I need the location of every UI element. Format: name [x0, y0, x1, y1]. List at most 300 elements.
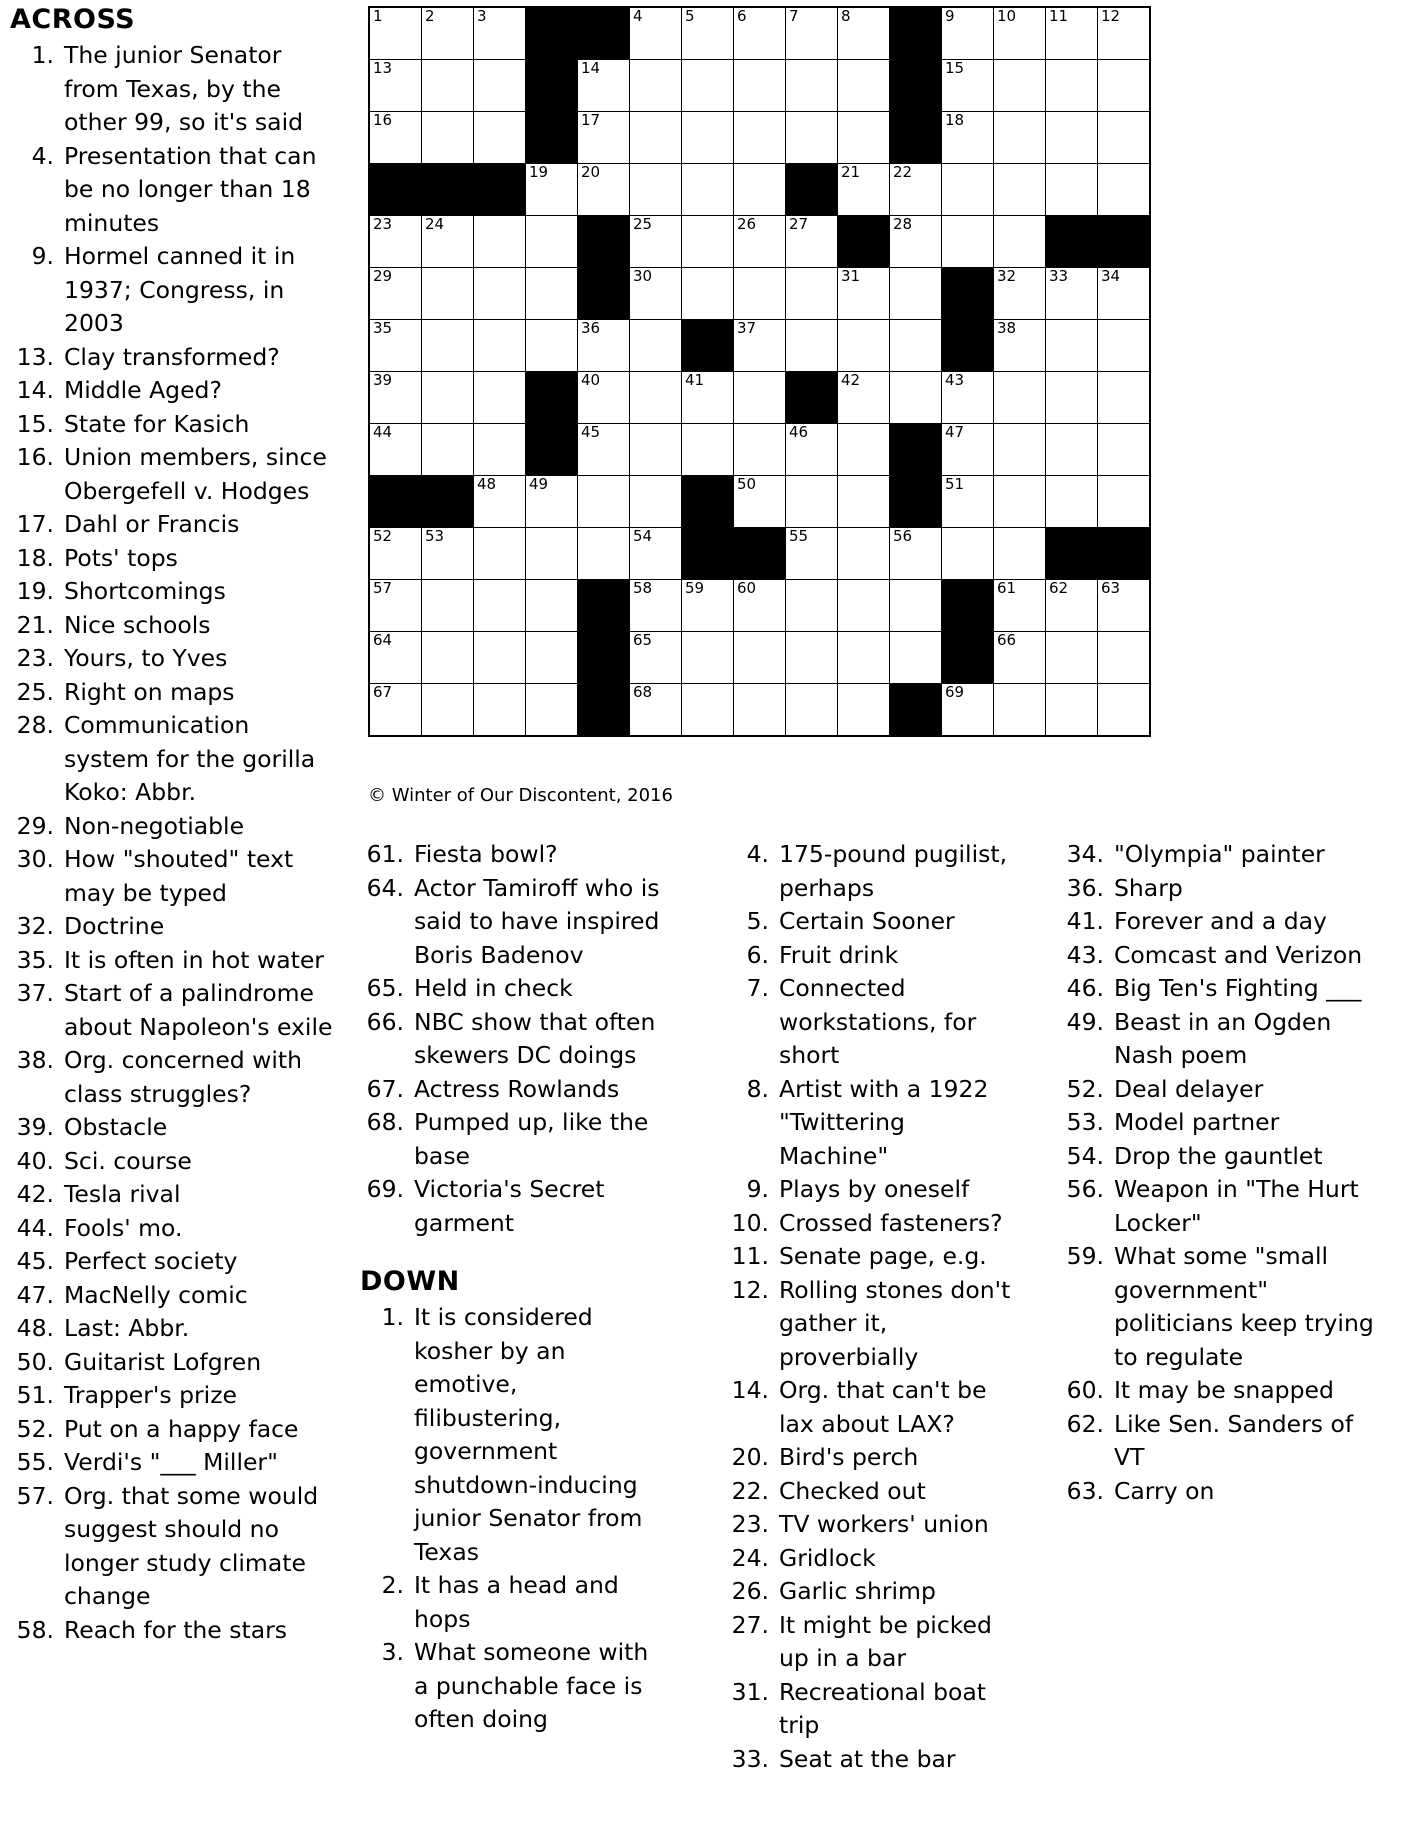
grid-cell[interactable]: [734, 216, 786, 268]
grid-cell[interactable]: [890, 632, 942, 684]
clue-item[interactable]: [725, 1073, 1020, 1174]
grid-cell-number: 59: [685, 579, 705, 597]
across-clue-list-1: [10, 39, 340, 1647]
grid-cell[interactable]: [369, 424, 422, 476]
clue-item[interactable]: [10, 1212, 340, 1246]
clue-item[interactable]: [725, 1441, 1020, 1475]
grid-cell[interactable]: [682, 7, 734, 60]
clue-item[interactable]: [1060, 939, 1390, 973]
down-clue-list-1: [360, 1301, 670, 1737]
grid-cell[interactable]: [422, 112, 474, 164]
clue-text: Clay transformed?: [64, 342, 280, 371]
grid-cell[interactable]: [422, 268, 474, 320]
clue-item[interactable]: [725, 939, 1020, 973]
clue-item[interactable]: [725, 838, 1020, 905]
grid-cell[interactable]: [682, 372, 734, 424]
grid-cell[interactable]: [630, 164, 682, 216]
clue-item[interactable]: [360, 1006, 670, 1073]
clue-item[interactable]: [1060, 972, 1390, 1006]
grid-cell[interactable]: [474, 684, 526, 737]
grid-cell[interactable]: [994, 632, 1046, 684]
grid-cell[interactable]: [1046, 268, 1098, 320]
grid-cell[interactable]: [994, 684, 1046, 737]
clue-item[interactable]: [725, 972, 1020, 1073]
grid-cell[interactable]: [682, 268, 734, 320]
grid-cell[interactable]: [369, 632, 422, 684]
grid-cell[interactable]: [838, 476, 890, 528]
grid-cell[interactable]: [369, 320, 422, 372]
grid-cell[interactable]: [1046, 476, 1098, 528]
clue-item[interactable]: [360, 972, 670, 1006]
grid-cell[interactable]: [526, 632, 578, 684]
clue-item[interactable]: [10, 441, 340, 508]
grid-cell[interactable]: [994, 60, 1046, 112]
grid-cell[interactable]: [630, 7, 682, 60]
clue-item[interactable]: [360, 1173, 670, 1240]
grid-cell[interactable]: [1098, 684, 1151, 737]
grid-cell[interactable]: [734, 268, 786, 320]
clue-number: 55.: [16, 1448, 54, 1476]
grid-cell[interactable]: [786, 268, 838, 320]
grid-cell-number: 41: [685, 371, 705, 389]
grid-cell[interactable]: [1046, 164, 1098, 216]
grid-cell[interactable]: [474, 60, 526, 112]
grid-cell[interactable]: [1098, 7, 1151, 60]
grid-cell[interactable]: [786, 424, 838, 476]
grid-cell[interactable]: [838, 684, 890, 737]
clue-item[interactable]: [10, 575, 340, 609]
grid-cell[interactable]: [786, 632, 838, 684]
grid-cell[interactable]: [474, 372, 526, 424]
grid-cell[interactable]: [994, 268, 1046, 320]
grid-cell[interactable]: [1046, 684, 1098, 737]
clue-item[interactable]: [725, 1575, 1020, 1609]
clue-item[interactable]: [10, 1614, 340, 1648]
grid-cell[interactable]: [942, 528, 994, 580]
grid-block-cell: [578, 684, 630, 737]
grid-cell[interactable]: [474, 7, 526, 60]
grid-cell[interactable]: [630, 632, 682, 684]
grid-cell[interactable]: [942, 476, 994, 528]
clue-item[interactable]: [10, 374, 340, 408]
grid-cell[interactable]: [526, 216, 578, 268]
clue-text: Tesla rival: [64, 1180, 181, 1208]
grid-cell[interactable]: [682, 216, 734, 268]
grid-cell[interactable]: [734, 632, 786, 684]
grid-cell[interactable]: [1098, 372, 1151, 424]
grid-row: [369, 528, 1150, 580]
grid-cell[interactable]: [369, 580, 422, 632]
grid-block-cell: [682, 320, 734, 372]
grid-cell[interactable]: [890, 580, 942, 632]
grid-block-cell: [786, 164, 838, 216]
grid-cell[interactable]: [578, 112, 630, 164]
grid-cell[interactable]: [734, 320, 786, 372]
clue-item[interactable]: [1060, 1374, 1390, 1408]
clue-item[interactable]: [10, 542, 340, 576]
grid-cell-number: 17: [581, 111, 601, 129]
clue-item[interactable]: [10, 1446, 340, 1480]
grid-cell[interactable]: [942, 112, 994, 164]
clue-item[interactable]: [10, 1379, 340, 1413]
grid-cell[interactable]: [422, 216, 474, 268]
grid-cell[interactable]: [369, 60, 422, 112]
clue-item[interactable]: [1060, 1140, 1390, 1174]
grid-cell[interactable]: [838, 320, 890, 372]
grid-cell[interactable]: [1098, 632, 1151, 684]
grid-cell[interactable]: [942, 216, 994, 268]
clue-text: It is considered kosher by an emotive, filibustering, government shutdown-inducing junior Senator from Texas: [414, 1303, 643, 1566]
grid-cell[interactable]: [786, 112, 838, 164]
clue-item[interactable]: [10, 1245, 340, 1279]
grid-cell[interactable]: [734, 7, 786, 60]
grid-cell[interactable]: [734, 372, 786, 424]
clue-item[interactable]: [10, 39, 340, 140]
grid-cell[interactable]: [474, 580, 526, 632]
clue-item[interactable]: [10, 642, 340, 676]
clue-item[interactable]: [10, 1346, 340, 1380]
grid-cell[interactable]: [942, 7, 994, 60]
grid-cell[interactable]: [474, 112, 526, 164]
clue-item[interactable]: [725, 1508, 1020, 1542]
grid-cell[interactable]: [786, 580, 838, 632]
grid-cell[interactable]: [1098, 164, 1151, 216]
grid-cell[interactable]: [369, 7, 422, 60]
grid-cell[interactable]: [838, 372, 890, 424]
grid-cell[interactable]: [786, 476, 838, 528]
grid-block-cell: [1046, 528, 1098, 580]
clue-item[interactable]: [10, 1279, 340, 1313]
grid-cell[interactable]: [734, 684, 786, 737]
grid-row: [369, 632, 1150, 684]
grid-cell[interactable]: [1098, 268, 1151, 320]
clue-number: 9.: [746, 1175, 769, 1203]
grid-cell[interactable]: [890, 528, 942, 580]
grid-cell[interactable]: [578, 60, 630, 112]
grid-cell[interactable]: [942, 60, 994, 112]
grid-cell[interactable]: [630, 216, 682, 268]
grid-cell[interactable]: [1098, 112, 1151, 164]
grid-cell[interactable]: [734, 580, 786, 632]
grid-cell[interactable]: [630, 580, 682, 632]
clue-item[interactable]: [10, 977, 340, 1044]
grid-cell[interactable]: [994, 216, 1046, 268]
clue-text: Certain Sooner: [779, 907, 955, 935]
clue-item[interactable]: [725, 1274, 1020, 1375]
grid-cell[interactable]: [734, 112, 786, 164]
grid-cell[interactable]: [422, 632, 474, 684]
clue-text: Model partner: [1114, 1108, 1280, 1136]
grid-cell[interactable]: [890, 268, 942, 320]
clue-number: 9.: [31, 242, 54, 270]
grid-cell[interactable]: [838, 7, 890, 60]
grid-cell[interactable]: [369, 216, 422, 268]
clue-text: What some "small government" politicians keep trying to regulate: [1114, 1242, 1374, 1371]
grid-cell[interactable]: [578, 372, 630, 424]
clue-item[interactable]: [10, 843, 340, 910]
grid-cell[interactable]: [734, 424, 786, 476]
grid-cell[interactable]: [1098, 320, 1151, 372]
grid-cell[interactable]: [526, 268, 578, 320]
grid-cell[interactable]: [526, 684, 578, 737]
grid-cell[interactable]: [422, 684, 474, 737]
grid-cell[interactable]: [994, 320, 1046, 372]
grid-cell[interactable]: [994, 372, 1046, 424]
down-clue-list-3: [1060, 838, 1390, 1508]
clue-number: 57.: [16, 1481, 54, 1510]
clue-item[interactable]: [725, 1609, 1020, 1676]
grid-cell-number: 4: [633, 7, 643, 25]
clue-item[interactable]: [10, 1312, 340, 1346]
clue-item[interactable]: [725, 1374, 1020, 1441]
clue-item[interactable]: [10, 609, 340, 643]
grid-cell[interactable]: [474, 216, 526, 268]
grid-row: [369, 7, 1150, 60]
grid-cell[interactable]: [1046, 112, 1098, 164]
clue-item[interactable]: [725, 1676, 1020, 1743]
grid-cell[interactable]: [630, 268, 682, 320]
clue-item[interactable]: [725, 1173, 1020, 1207]
clue-item[interactable]: [10, 1178, 340, 1212]
grid-cell-number: 53: [425, 527, 445, 545]
clue-item[interactable]: [1060, 838, 1390, 872]
grid-cell[interactable]: [630, 476, 682, 528]
clue-item[interactable]: [10, 1111, 340, 1145]
grid-cell[interactable]: [526, 580, 578, 632]
grid-cell[interactable]: [994, 164, 1046, 216]
grid-cell[interactable]: [994, 112, 1046, 164]
grid-row: [369, 320, 1150, 372]
grid-cell-number: 21: [841, 163, 861, 181]
grid-block-cell: [578, 580, 630, 632]
clue-item[interactable]: [10, 944, 340, 978]
grid-cell[interactable]: [422, 580, 474, 632]
grid-cell[interactable]: [890, 216, 942, 268]
clue-item[interactable]: [725, 1240, 1020, 1274]
grid-cell[interactable]: [474, 476, 526, 528]
grid-cell[interactable]: [838, 112, 890, 164]
grid-cell[interactable]: [526, 528, 578, 580]
grid-cell[interactable]: [682, 164, 734, 216]
clue-item[interactable]: [360, 1301, 670, 1569]
grid-cell[interactable]: [838, 164, 890, 216]
grid-cell[interactable]: [1046, 632, 1098, 684]
grid-cell[interactable]: [422, 7, 474, 60]
clue-item[interactable]: [10, 508, 340, 542]
crossword-grid[interactable]: [368, 6, 1151, 737]
grid-cell[interactable]: [526, 476, 578, 528]
grid-cell[interactable]: [578, 476, 630, 528]
grid-cell[interactable]: [1098, 476, 1151, 528]
grid-cell-number: 26: [737, 215, 757, 233]
grid-block-cell: [890, 424, 942, 476]
clue-item[interactable]: [10, 240, 340, 341]
grid-cell[interactable]: [890, 372, 942, 424]
grid-cell[interactable]: [1098, 424, 1151, 476]
grid-cell[interactable]: [1098, 580, 1151, 632]
grid-row: [369, 372, 1150, 424]
grid-cell[interactable]: [474, 632, 526, 684]
grid-cell[interactable]: [994, 424, 1046, 476]
grid-cell[interactable]: [838, 60, 890, 112]
grid-cell[interactable]: [630, 372, 682, 424]
grid-cell[interactable]: [422, 60, 474, 112]
grid-cell[interactable]: [1046, 60, 1098, 112]
clue-number: 45.: [16, 1247, 54, 1275]
grid-cell[interactable]: [369, 528, 422, 580]
grid-cell[interactable]: [474, 320, 526, 372]
grid-cell[interactable]: [578, 424, 630, 476]
clue-item[interactable]: [10, 709, 340, 810]
clue-number: 69.: [366, 1175, 404, 1203]
grid-cell-number: 11: [1049, 7, 1069, 25]
grid-cell[interactable]: [474, 528, 526, 580]
grid-cell[interactable]: [369, 684, 422, 737]
clue-item[interactable]: [10, 1413, 340, 1447]
grid-cell[interactable]: [474, 268, 526, 320]
grid-cell[interactable]: [1046, 424, 1098, 476]
clue-item[interactable]: [360, 1569, 670, 1636]
clue-item[interactable]: [10, 910, 340, 944]
grid-cell[interactable]: [994, 580, 1046, 632]
grid-cell[interactable]: [942, 164, 994, 216]
grid-cell[interactable]: [630, 528, 682, 580]
clue-item[interactable]: [10, 1480, 340, 1614]
clue-item[interactable]: [1060, 1475, 1390, 1509]
grid-cell[interactable]: [994, 528, 1046, 580]
grid-cell[interactable]: [890, 320, 942, 372]
grid-cell[interactable]: [422, 372, 474, 424]
grid-cell[interactable]: [682, 112, 734, 164]
grid-cell[interactable]: [1046, 320, 1098, 372]
down-heading: DOWN: [360, 1266, 460, 1297]
clue-item[interactable]: [360, 838, 670, 872]
grid-cell[interactable]: [422, 320, 474, 372]
clue-number: 4.: [746, 840, 769, 868]
clue-item[interactable]: [360, 872, 670, 973]
clue-item[interactable]: [10, 810, 340, 844]
clue-item[interactable]: [360, 1106, 670, 1173]
clue-number: 34.: [1066, 840, 1104, 868]
grid-cell[interactable]: [786, 7, 838, 60]
grid-cell[interactable]: [578, 320, 630, 372]
clue-number: 18.: [16, 543, 54, 572]
grid-cell[interactable]: [578, 164, 630, 216]
clue-text: Dahl or Francis: [64, 510, 240, 538]
grid-cell[interactable]: [630, 684, 682, 737]
clue-text: Middle Aged?: [64, 376, 222, 404]
grid-cell[interactable]: [734, 476, 786, 528]
grid-cell[interactable]: [838, 580, 890, 632]
clue-item[interactable]: [1060, 872, 1390, 906]
clue-item[interactable]: [725, 1542, 1020, 1576]
clue-number: 22.: [731, 1476, 769, 1505]
grid-cell[interactable]: [1046, 7, 1098, 60]
clue-item[interactable]: [1060, 1073, 1390, 1107]
clue-item[interactable]: [10, 341, 340, 375]
clue-item[interactable]: [360, 1073, 670, 1107]
grid-cell[interactable]: [734, 164, 786, 216]
grid-cell[interactable]: [422, 528, 474, 580]
grid-cell[interactable]: [838, 268, 890, 320]
clue-item[interactable]: [725, 1743, 1020, 1777]
clue-number: 52.: [1066, 1074, 1104, 1103]
grid-cell[interactable]: [630, 112, 682, 164]
clue-item[interactable]: [1060, 905, 1390, 939]
clue-item[interactable]: [10, 1044, 340, 1111]
clue-item[interactable]: [1060, 1240, 1390, 1374]
clue-item[interactable]: [1060, 1106, 1390, 1140]
grid-cell[interactable]: [838, 424, 890, 476]
grid-cell[interactable]: [786, 60, 838, 112]
grid-cell[interactable]: [369, 372, 422, 424]
grid-cell[interactable]: [994, 7, 1046, 60]
grid-block-cell: [578, 268, 630, 320]
grid-cell[interactable]: [682, 580, 734, 632]
grid-cell[interactable]: [526, 164, 578, 216]
grid-cell[interactable]: [578, 528, 630, 580]
grid-table[interactable]: [368, 6, 1151, 737]
grid-cell[interactable]: [369, 112, 422, 164]
grid-cell-number: 22: [893, 163, 913, 181]
clue-item[interactable]: [725, 1207, 1020, 1241]
grid-cell[interactable]: [890, 164, 942, 216]
clue-item[interactable]: [10, 676, 340, 710]
grid-cell[interactable]: [1098, 60, 1151, 112]
grid-cell[interactable]: [942, 684, 994, 737]
grid-cell[interactable]: [786, 528, 838, 580]
clue-item[interactable]: [10, 408, 340, 442]
grid-cell[interactable]: [786, 684, 838, 737]
clue-item[interactable]: [1060, 1006, 1390, 1073]
grid-cell-number: 18: [945, 111, 965, 129]
grid-row: [369, 216, 1150, 268]
grid-cell-number: 27: [789, 215, 809, 233]
grid-cell[interactable]: [942, 372, 994, 424]
grid-cell[interactable]: [526, 320, 578, 372]
clue-number: 68.: [366, 1108, 404, 1136]
grid-cell[interactable]: [1046, 372, 1098, 424]
grid-cell[interactable]: [838, 632, 890, 684]
grid-cell[interactable]: [994, 476, 1046, 528]
grid-cell[interactable]: [474, 424, 526, 476]
grid-cell[interactable]: [369, 268, 422, 320]
grid-cell[interactable]: [630, 320, 682, 372]
grid-cell[interactable]: [682, 684, 734, 737]
grid-cell[interactable]: [786, 216, 838, 268]
grid-cell[interactable]: [630, 424, 682, 476]
clue-item[interactable]: [10, 1145, 340, 1179]
grid-row: [369, 476, 1150, 528]
grid-cell[interactable]: [838, 528, 890, 580]
grid-cell[interactable]: [682, 632, 734, 684]
clue-number: 29.: [16, 811, 54, 840]
clue-item[interactable]: [725, 905, 1020, 939]
grid-cell[interactable]: [630, 60, 682, 112]
grid-cell[interactable]: [682, 424, 734, 476]
grid-cell[interactable]: [786, 320, 838, 372]
grid-cell[interactable]: [1046, 580, 1098, 632]
clue-item[interactable]: [360, 1636, 670, 1737]
grid-cell[interactable]: [422, 424, 474, 476]
grid-cell[interactable]: [942, 424, 994, 476]
grid-cell[interactable]: [734, 60, 786, 112]
clue-item[interactable]: [725, 1475, 1020, 1509]
clue-item[interactable]: [1060, 1173, 1390, 1240]
grid-cell[interactable]: [682, 60, 734, 112]
clue-item[interactable]: [1060, 1408, 1390, 1475]
clue-item[interactable]: [10, 140, 340, 241]
